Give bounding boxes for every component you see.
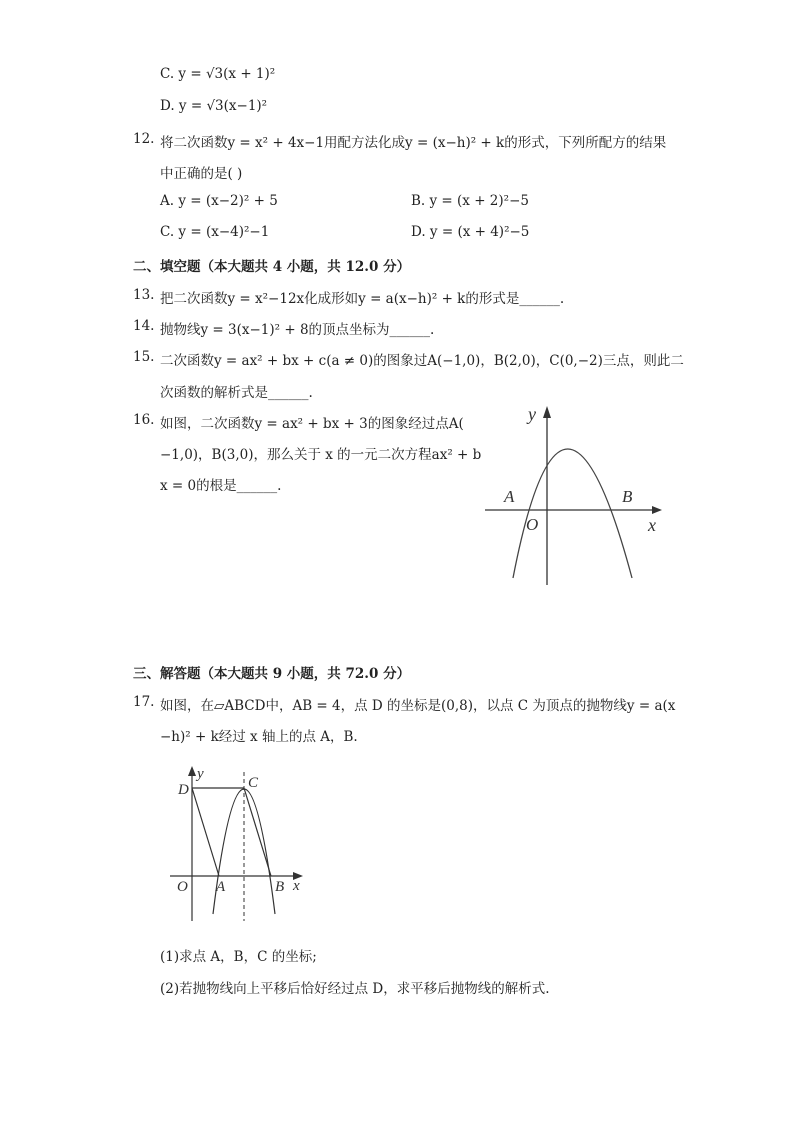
q17-figure xyxy=(165,758,315,926)
q12-option-b: B. y = (x + 2)²−5 xyxy=(411,193,529,209)
q11-option-c: C. y = √3(x + 1)² xyxy=(160,66,276,82)
q17-text-line1: 如图，在▱ABCD中，AB = 4，点 D 的坐标是(0,8)，以点 C 为顶点的抛物线y = a(x xyxy=(160,698,676,714)
q14-text: 抛物线y = 3(x−1)² + 8的顶点坐标为______. xyxy=(160,322,435,338)
q15-text-line2: 次函数的解析式是______. xyxy=(160,385,313,401)
q13-number: 13. xyxy=(133,287,155,303)
q16-label-o: O xyxy=(526,515,539,534)
q12-option-d: D. y = (x + 4)²−5 xyxy=(411,224,530,240)
q16-figure xyxy=(480,400,670,590)
q17-label-y: y xyxy=(197,766,204,782)
q17-part1: (1)求点 A，B，C 的坐标; xyxy=(160,949,317,965)
q12-number: 12. xyxy=(133,131,155,147)
q16-x-arrow-icon xyxy=(652,506,662,514)
q17-segment-cb xyxy=(244,788,271,876)
q17-y-arrow-icon xyxy=(188,766,196,776)
q12-option-a: A. y = (x−2)² + 5 xyxy=(160,193,278,209)
q16-y-arrow-icon xyxy=(543,406,551,418)
q12-stem-line2: 中正确的是( ) xyxy=(160,166,243,182)
q12-stem-line1: 将二次函数y = x² + 4x−1用配方法化成y = (x−h)² + k的形式，下列所配方的结果 xyxy=(160,135,667,151)
q11-option-d: D. y = √3(x−1)² xyxy=(160,98,268,114)
q17-label-c: C xyxy=(248,775,259,791)
q17-label-b: B xyxy=(275,879,285,895)
q17-text-line2: −h)² + k经过 x 轴上的点 A，B. xyxy=(160,729,358,745)
q16-text-line3: x = 0的根是______. xyxy=(160,478,282,494)
q17-label-d: D xyxy=(178,782,189,798)
q17-number: 17. xyxy=(133,694,155,710)
section-fill-in-title: 二、填空题（本大题共 4 小题，共 12.0 分） xyxy=(133,259,411,275)
q16-label-b: B xyxy=(622,487,633,506)
q16-parabola xyxy=(513,449,632,578)
q16-text-line2: −1,0)，B(3,0)，那么关于 x 的一元二次方程ax² + b xyxy=(160,447,482,463)
section-solutions-title: 三、解答题（本大题共 9 小题，共 72.0 分） xyxy=(133,666,411,682)
q16-label-x: x xyxy=(648,515,656,535)
q16-label-a: A xyxy=(504,487,515,506)
q17-part2: (2)若抛物线向上平移后恰好经过点 D，求平移后抛物线的解析式. xyxy=(160,981,550,997)
q17-label-o: O xyxy=(177,879,188,895)
q16-label-y: y xyxy=(528,404,536,424)
q14-number: 14. xyxy=(133,318,155,334)
q15-number: 15. xyxy=(133,349,155,365)
q15-text-line1: 二次函数y = ax² + bx + c(a ≠ 0)的图象过A(−1,0)，B(2,0)，C(0,−2)三点，则此二 xyxy=(160,353,684,369)
q16-number: 16. xyxy=(133,412,155,428)
q17-segment-da xyxy=(192,788,219,876)
q13-text: 把二次函数y = x²−12x化成形如y = a(x−h)² + k的形式是______. xyxy=(160,291,565,307)
q17-label-a: A xyxy=(216,879,226,895)
q12-option-c: C. y = (x−4)²−1 xyxy=(160,224,270,240)
q17-label-x: x xyxy=(293,878,300,894)
q16-text-line1: 如图，二次函数y = ax² + bx + 3的图象经过点A( xyxy=(160,416,464,432)
